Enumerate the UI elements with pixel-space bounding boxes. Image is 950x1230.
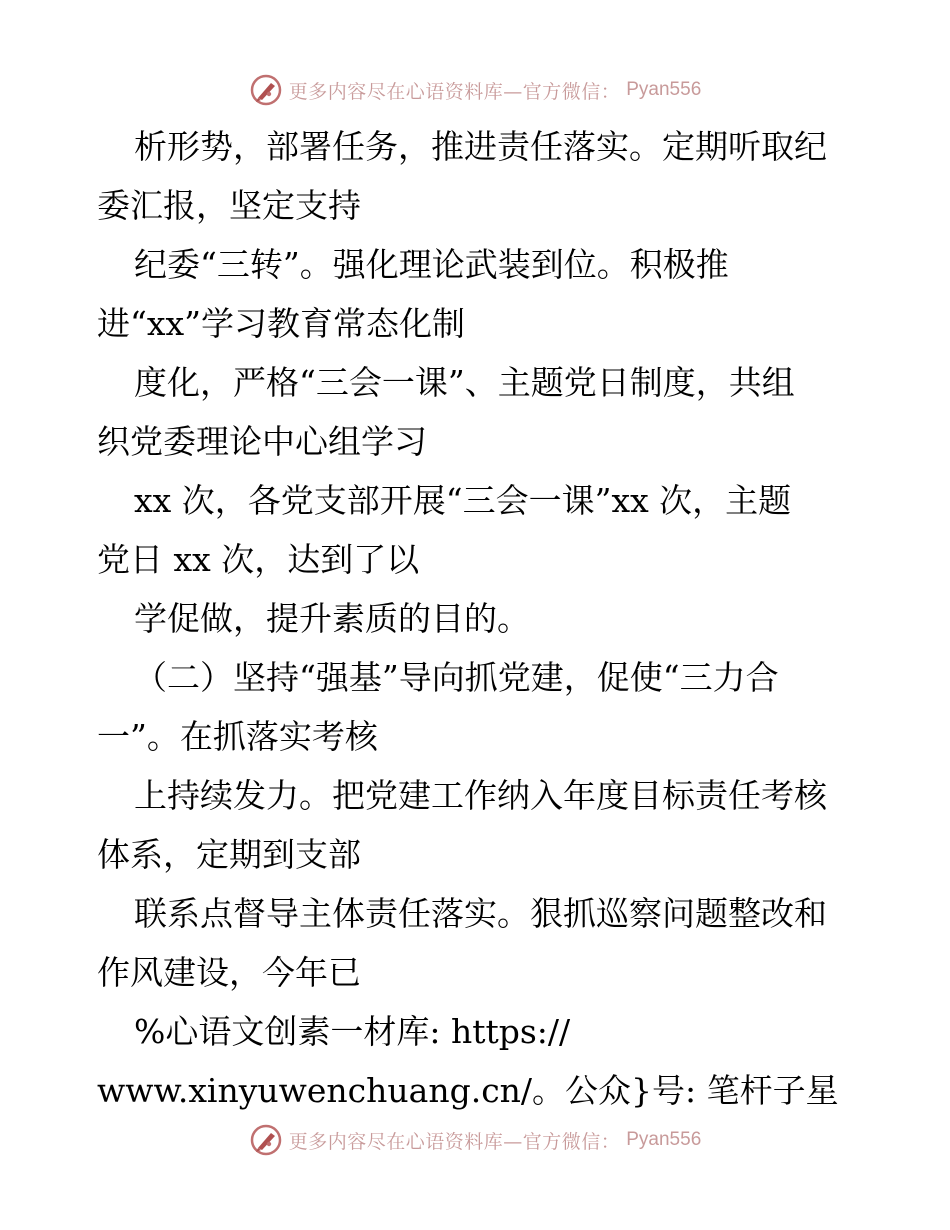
text-line: 体系，定期到支部 — [97, 835, 361, 874]
text-line: 织党委理论中心组学习 — [97, 422, 427, 461]
watermark-wechat-id: Pyan556 — [626, 1129, 702, 1150]
header-watermark — [0, 70, 950, 110]
watermark-wechat-id: Pyan556 — [626, 79, 702, 100]
text-line: 学促做，提升素质的目的。 — [134, 599, 530, 638]
text-line: 党日 xx 次，达到了以 — [97, 540, 420, 579]
watermark-text: 更多内容尽在心语资料库—官方微信： — [288, 1130, 621, 1153]
body-text — [97, 117, 857, 1120]
text-line: 委汇报，坚定支持 — [97, 186, 361, 225]
text-line: 纪委“三转”。强化理论武装到位。积极推 — [134, 245, 729, 284]
text-line: %心语文创素一材库: https:// — [134, 1012, 571, 1051]
text-line: 作风建设，今年已 — [97, 953, 361, 992]
text-line: xx 次，各党支部开展“三会一课”xx 次，主题 — [134, 481, 792, 520]
text-line: www.xinyuwenchuang.cn/。公众}号: 笔杆子星 — [97, 1071, 839, 1110]
text-line: 上持续发力。把党建工作纳入年度目标责任考核 — [134, 776, 827, 815]
footer-watermark — [0, 1120, 950, 1160]
section-heading-line: （二）坚持“强基”导向抓党建，促使“三力合 — [134, 658, 779, 697]
text-line: 进“xx”学习教育常态化制 — [97, 304, 465, 343]
text-line: 度化，严格“三会一课”、主题党日制度，共组 — [134, 363, 795, 402]
text-line: 析形势，部署任务，推进责任落实。定期听取纪 — [134, 127, 827, 166]
text-line: 一”。在抓落实考核 — [97, 717, 378, 756]
pen-logo-icon — [249, 1123, 283, 1157]
pen-logo-icon — [249, 73, 283, 107]
text-line: 联系点督导主体责任落实。狠抓巡察问题整改和 — [134, 894, 827, 933]
watermark-text: 更多内容尽在心语资料库—官方微信： — [288, 80, 621, 103]
